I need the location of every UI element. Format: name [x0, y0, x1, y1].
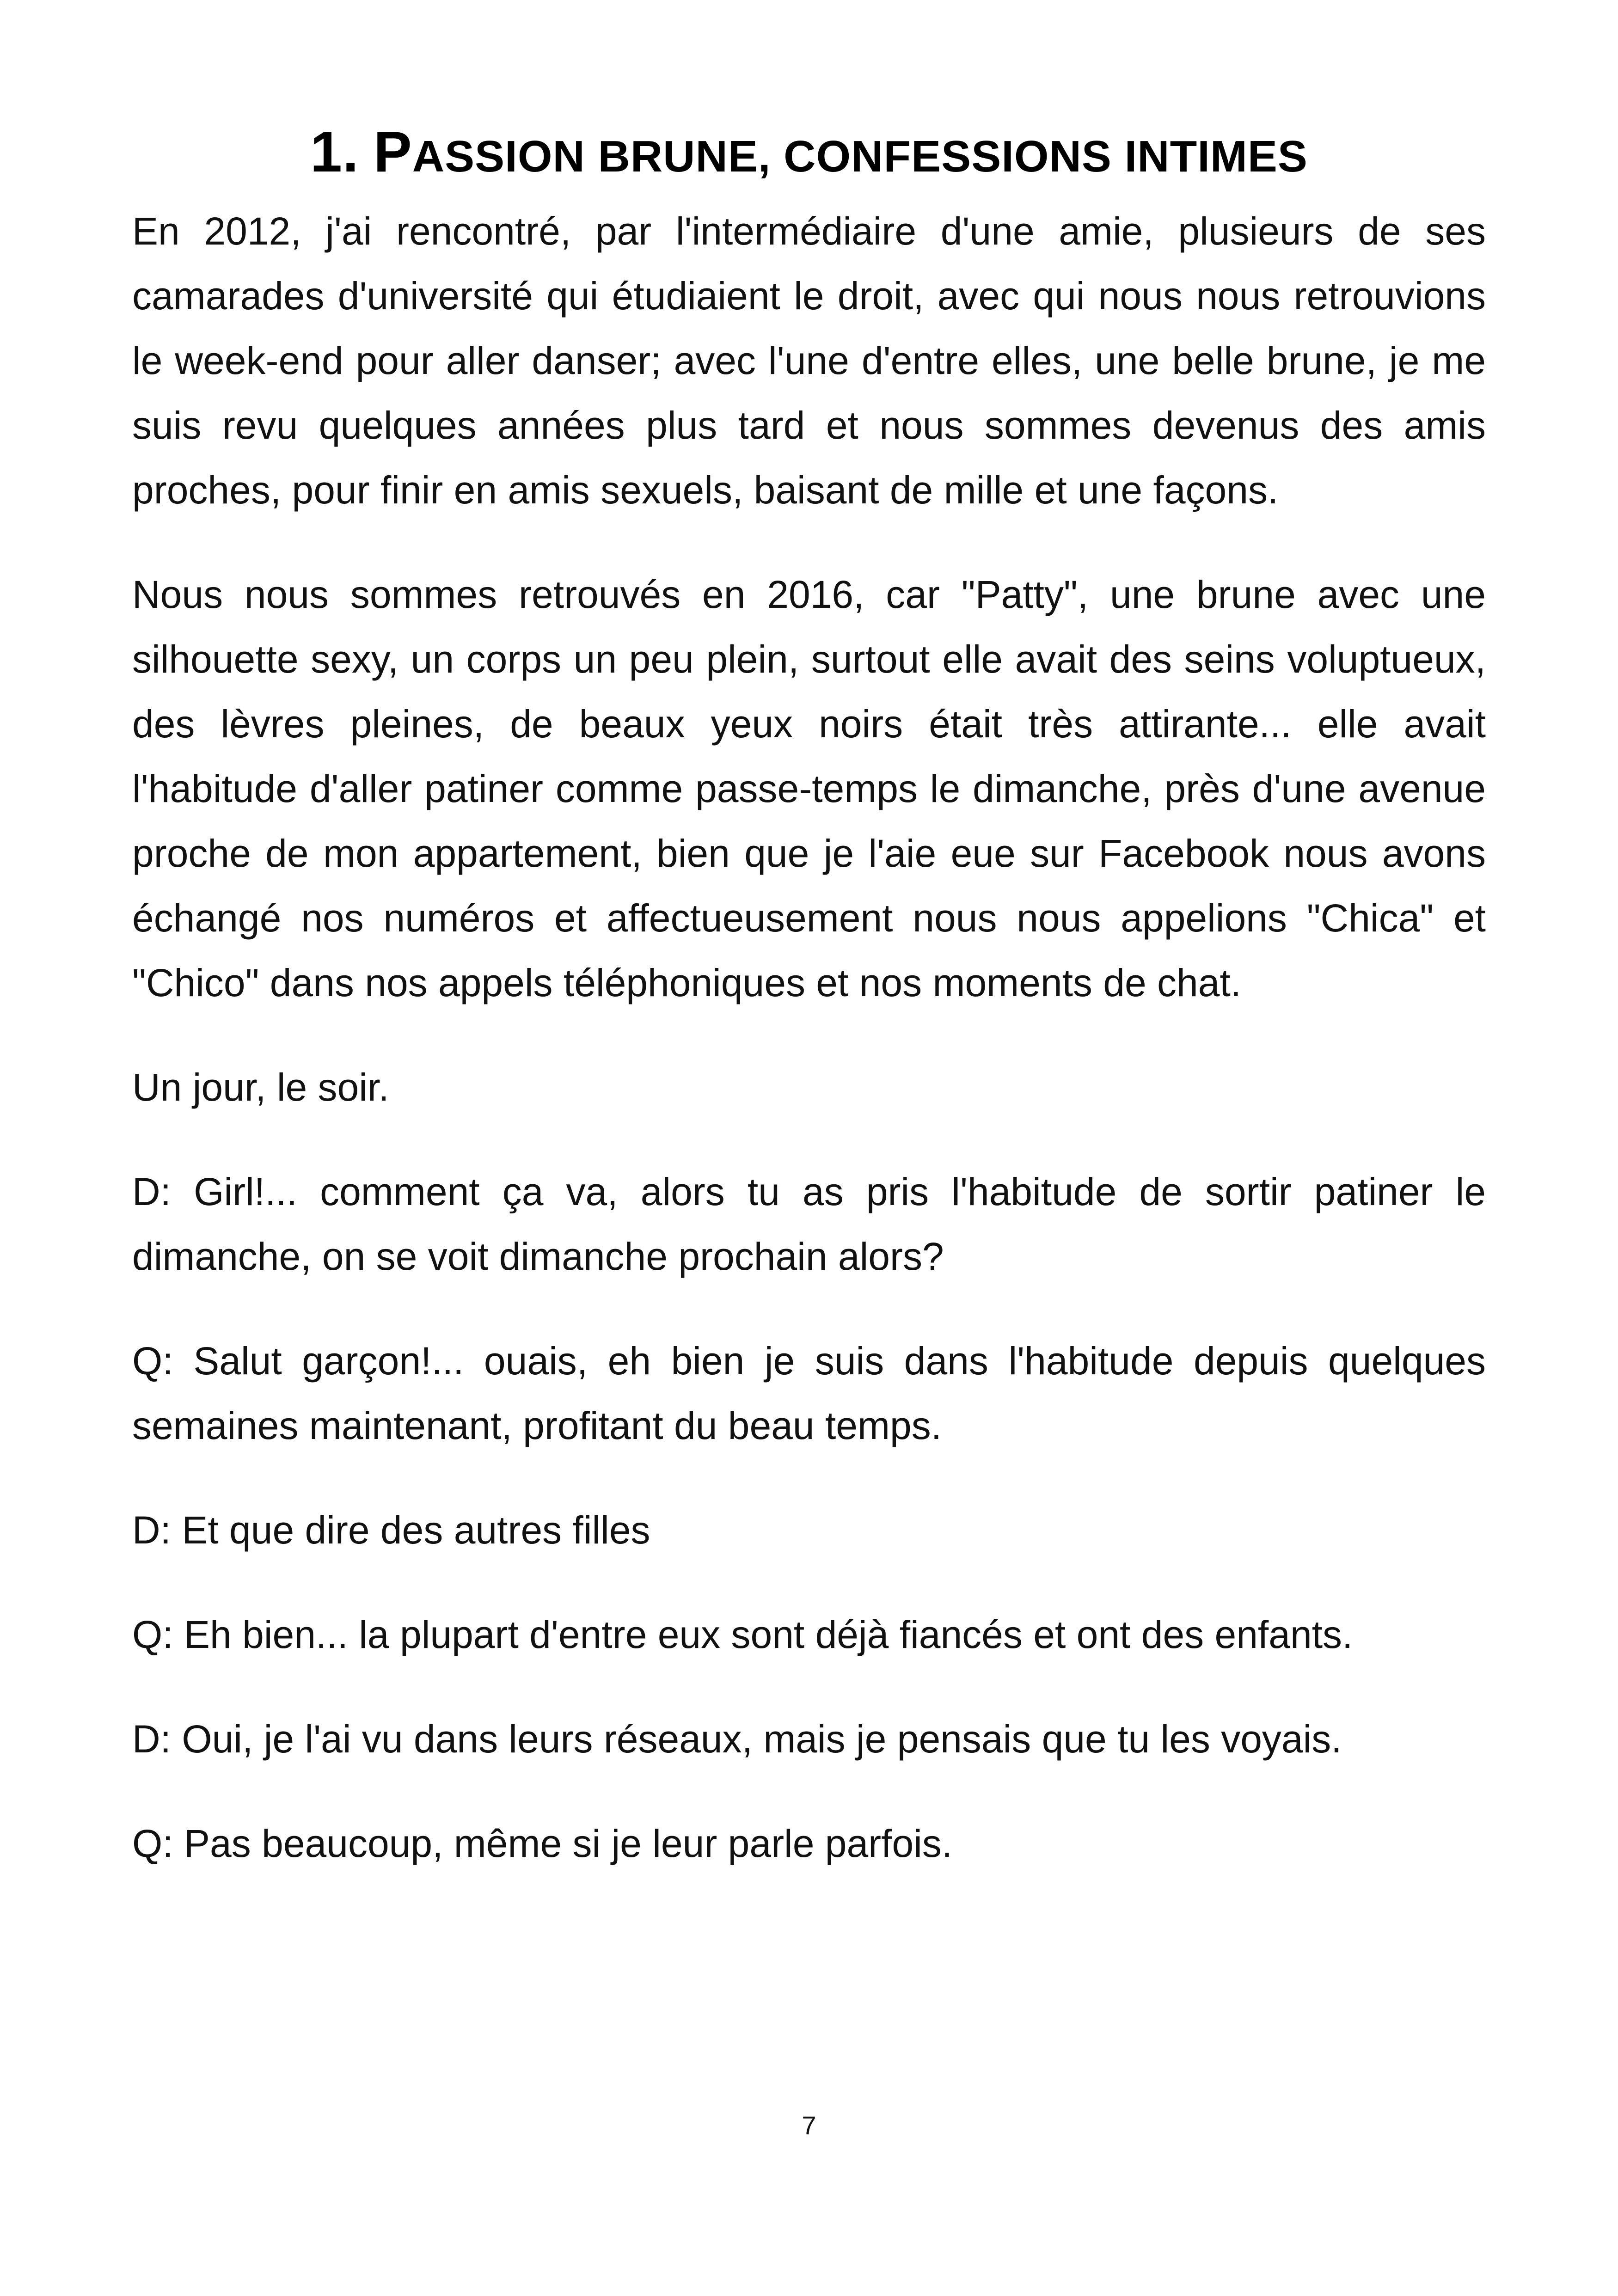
paragraph: Q: Eh bien... la plupart d'entre eux sont déjà fiancés et ont des enfants. [132, 1613, 1353, 1656]
paragraph: En 2012, j'ai rencontré, par l'intermédiaire d'une amie, plusieurs de ses camarades d'université qui étudiaient le droit, avec qui nous nous retrouvions le week-end pour aller danser; avec l'une d'entre elles, une belle brune, je me suis revu quelques années plus tard et nous sommes devenus des amis proches, pour finir en amis sexuels, baisant de mille et une façons. [132, 209, 1486, 512]
paragraph: D: Et que dire des autres filles [132, 1508, 650, 1552]
page-number: 7 [802, 2111, 816, 2140]
paragraph: Q: Salut garçon!... ouais, eh bien je suis dans l'habitude depuis quelques semaines maintenant, profitant du beau temps. [132, 1339, 1486, 1447]
body-text [132, 199, 1486, 1916]
paragraph: Un jour, le soir. [132, 1065, 389, 1109]
paragraph: Q: Pas beaucoup, même si je leur parle parfois. [132, 1822, 953, 1865]
chapter-number: 1. [310, 120, 359, 184]
chapter-title-rest: ASSION BRUNE, CONFESSIONS INTIMES [412, 131, 1308, 181]
paragraph: Nous nous sommes retrouvés en 2016, car "Patty", une brune avec une silhouette sexy, un corps un peu plein, surtout elle avait des seins voluptueux, des lèvres pleines, de beaux yeux noirs était très attirante... elle avait l'habitude d'aller patiner comme passe-temps le dimanche, près d'une avenue proche de mon appartement, bien que je l'aie eue sur Facebook nous avons échangé nos numéros et affectueusement nous nous appelions "Chica" et "Chico" dans nos appels téléphoniques et nos moments de chat. [132, 573, 1486, 1004]
chapter-title-initial: P [374, 120, 412, 184]
chapter-title [0, 122, 1618, 187]
paragraph: D: Girl!... comment ça va, alors tu as pris l'habitude de sortir patiner le dimanche, on se voit dimanche prochain alors? [132, 1170, 1486, 1278]
paragraph: D: Oui, je l'ai vu dans leurs réseaux, mais je pensais que tu les voyais. [132, 1717, 1342, 1761]
